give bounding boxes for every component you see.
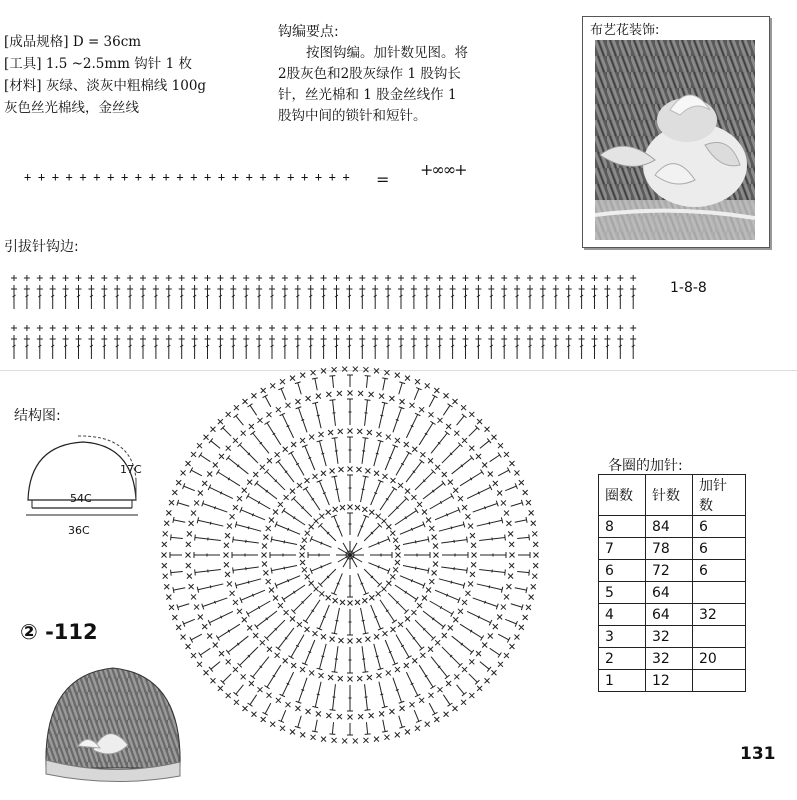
structure-heading: 结构图: (14, 408, 61, 424)
header-stitches: 针数 (646, 475, 693, 516)
cell-increase: 6 (693, 560, 746, 582)
cell-stitches: 12 (646, 670, 693, 692)
notes-line-2: 2股灰色和2股灰绿作 1 股钩长 (278, 66, 461, 82)
flower-result: +∞∞+ (420, 160, 466, 179)
cell-round: 5 (599, 582, 646, 604)
table-row (599, 648, 746, 670)
cell-round: 1 (599, 670, 646, 692)
spec-tool: [工具] 1.5 ~2.5mm 钩针 1 枚 (4, 56, 192, 72)
photo-label: 布艺花装饰: (590, 23, 660, 38)
structure-width-inner: 54C (70, 492, 92, 505)
cell-increase: 32 (693, 604, 746, 626)
edging-heading: 引拔针钩边: (4, 239, 79, 255)
table-row (599, 670, 746, 692)
cell-round: 2 (599, 648, 646, 670)
cell-stitches: 32 (646, 648, 693, 670)
notes-heading: 钩编要点: (278, 24, 339, 40)
spec-material-2: 灰色丝光棉线，金丝线 (4, 100, 139, 116)
spec-size: [成品规格] D = 36cm (4, 34, 142, 50)
cell-round: 4 (599, 604, 646, 626)
pattern-id: ② -112 (20, 620, 98, 644)
cell-stitches: 84 (646, 516, 693, 538)
edging-chart (0, 265, 660, 365)
cell-increase (693, 626, 746, 648)
cell-round: 3 (599, 626, 646, 648)
flower-chain-row: + + + + + + + + + + + + + + + + + + + + + + + + (24, 170, 350, 184)
flower-equals: = (376, 170, 390, 189)
header-rounds: 圈数 (599, 475, 646, 516)
cell-increase (693, 582, 746, 604)
cell-increase: 6 (693, 516, 746, 538)
flower-photo (595, 40, 755, 240)
cell-stitches: 32 (646, 626, 693, 648)
cell-stitches: 72 (646, 560, 693, 582)
cell-stitches: 64 (646, 582, 693, 604)
cell-stitches: 78 (646, 538, 693, 560)
edging-repeat-label: 1-8-8 (670, 280, 707, 296)
notes-line-3: 针，丝光棉和 1 股金丝线作 1 (278, 87, 457, 103)
structure-width-outer: 36C (68, 524, 90, 537)
increase-table-title: 各圈的加针: (608, 458, 683, 474)
page-number: 131 (740, 744, 776, 764)
table-row (599, 582, 746, 604)
cell-increase: 20 (693, 648, 746, 670)
notes-line-4: 股钩中间的锁针和短针。 (278, 108, 427, 124)
cell-stitches: 64 (646, 604, 693, 626)
increase-table (598, 474, 746, 692)
table-row (599, 516, 746, 538)
round-crochet-chart (150, 365, 550, 755)
table-row (599, 626, 746, 648)
spec-material: [材料] 灰绿、淡灰中粗棉线 100g (4, 78, 207, 94)
table-row (599, 604, 746, 626)
cell-increase: 6 (693, 538, 746, 560)
table-header-row (599, 475, 746, 516)
cell-round: 6 (599, 560, 646, 582)
cell-round: 7 (599, 538, 646, 560)
header-increases: 加针数 (693, 475, 746, 516)
cell-round: 8 (599, 516, 646, 538)
notes-block (278, 22, 508, 127)
cell-increase (693, 670, 746, 692)
table-row (599, 538, 746, 560)
notes-line-1: 按图钩编。加针数见图。将 (306, 45, 468, 61)
structure-height: 17C (120, 463, 142, 476)
spec-block (4, 31, 206, 119)
table-row (599, 560, 746, 582)
